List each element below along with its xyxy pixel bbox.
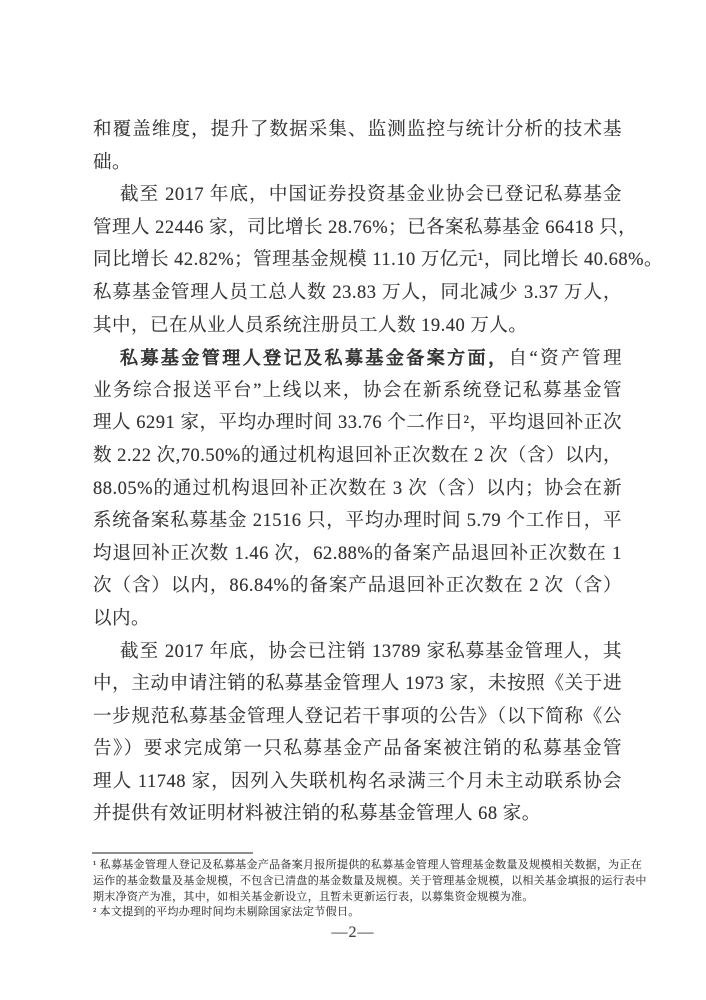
text-line: 告》）要求完成第一只私募基金产品备案被注销的私募基金管	[93, 739, 622, 760]
text-line: 系统备案私募基金 21516 只，平均办理时间 5.79 个工作日，平	[93, 511, 622, 532]
text-line: 均退回补正次数 1.46 次，62.88%的备案产品退回补正次数在 1	[93, 543, 622, 564]
text-line-section-lead	[93, 342, 622, 375]
text-line: 截至 2017 年底，协会已注销 13789 家私募基金管理人，其	[120, 641, 622, 662]
body-text-block	[93, 114, 664, 831]
footnote-separator-rule	[92, 852, 253, 854]
footnote-line: 期末净资产为准，其中，如相关基金新设立，且暂未更新运行表，以募集资金规模为准。	[93, 890, 534, 903]
text-line: 业务综合报送平台”上线以来，协会在新系统登记私募基金管	[93, 380, 622, 401]
page-number: —2—	[331, 924, 375, 941]
text-line: 88.05%的通过机构退回补正次数在 3 次（含）以内；协会在新	[93, 478, 622, 499]
footnotes-block	[93, 858, 647, 921]
text-line: 次（含）以内，86.84%的备案产品退回补正次数在 2 次（含）	[93, 576, 622, 597]
text-line: 截至 2017 年底，中国证券投资基金业协会已登记私募基金	[120, 185, 622, 206]
footnote-line: ² 本文提到的平均办理时间均未剔除国家法定节假日。	[93, 906, 360, 919]
text-line: 理人 6291 家，平均办理时间 33.76 个二作日²，平均退回补正次	[93, 413, 622, 434]
text-line: 私募基金管理人员工总人数 23.83 万人，同北减少 3.37 万人，	[93, 282, 622, 303]
text-line: 数 2.22 次,70.50%的通过机构退回补正次数在 2 次（含）以内，	[93, 445, 622, 466]
text-line: 一步规范私募基金管理人登记若干事项的公告》（以下简称《公	[93, 706, 622, 727]
text-line: 管理人 22446 家，司比增长 28.76%；已各案私募基金 66418 只，	[93, 217, 638, 238]
text-line: 础。	[93, 152, 132, 173]
footnote-line: 运作的基金数量及基金规模，不包含已清盘的基金数量及规模。关于管理基金规模，以相关基金填报的运行表中	[93, 874, 647, 887]
text-line: 其中，已在从业人员系统注册员工人数 19.40 万人。	[93, 315, 528, 336]
footnote-line: ¹ 私募基金管理人登记及私募基金产品备案月报所提供的私募基金管理人管理基金数量及规模相关数据，为正在	[93, 859, 643, 871]
text-line: 以内。	[93, 608, 151, 629]
section-heading-bold: 私募基金管理人登记及私募基金备案方面，	[120, 348, 509, 369]
text-run: 自“资产管理	[508, 349, 623, 370]
text-line: 理人 11748 家，因列入失联机构名录满三个月未主动联系协会	[93, 771, 622, 792]
text-line: 并提供有效证明材料被注销的私募基金管理人 68 家。	[93, 804, 541, 825]
text-line: 同比增长 42.82%；管理基金规模 11.10 万亿元¹，同比增长 40.68%。	[93, 250, 664, 271]
text-line: 中，主动申请注销的私募基金管理人 1973 家，未按照《关于进	[93, 674, 622, 695]
text-line: 和覆盖维度，提升了数据采集、监测监控与统计分析的技术基	[93, 120, 622, 140]
